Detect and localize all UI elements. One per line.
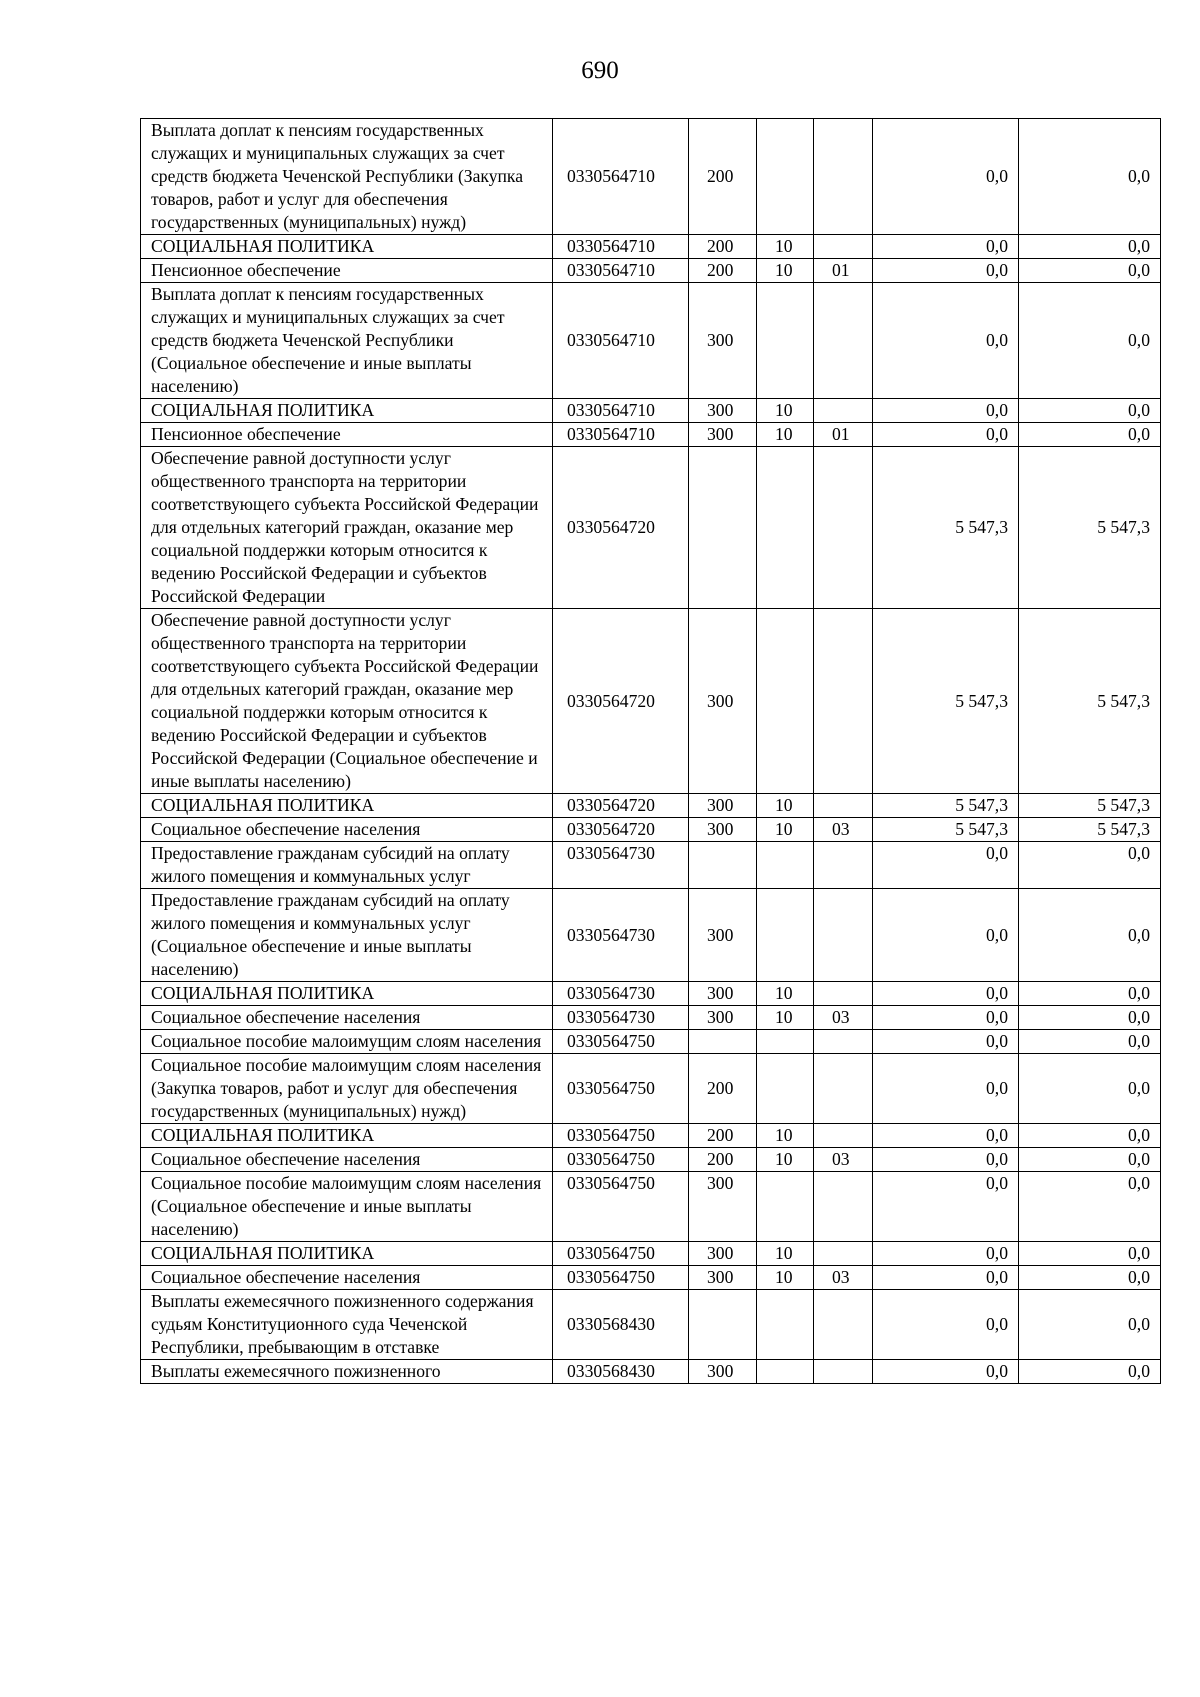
- table-row: [141, 399, 1161, 423]
- row-amount-2: 0,0: [1019, 842, 1161, 889]
- row-target-code: 0330564750: [553, 1242, 689, 1266]
- table-row: [141, 423, 1161, 447]
- row-amount-1: 5 547,3: [873, 447, 1019, 609]
- table-row: [141, 1172, 1161, 1242]
- row-section: [757, 119, 814, 235]
- row-name: СОЦИАЛЬНАЯ ПОЛИТИКА: [141, 1124, 553, 1148]
- budget-table: [140, 118, 1161, 1384]
- row-amount-2: 0,0: [1019, 259, 1161, 283]
- row-section: 10: [757, 423, 814, 447]
- row-amount-2: 0,0: [1019, 1006, 1161, 1030]
- row-name: Социальное обеспечение населения: [141, 1148, 553, 1172]
- row-amount-1: 0,0: [873, 1242, 1019, 1266]
- row-name: Предоставление гражданам субсидий на оплату жилого помещения и коммунальных услуг (Социальное обеспечение и иные выплаты населению): [141, 889, 553, 982]
- row-subsection: [814, 283, 873, 399]
- row-expense-type: 300: [689, 1006, 757, 1030]
- row-amount-1: 5 547,3: [873, 609, 1019, 794]
- row-target-code: 0330568430: [553, 1360, 689, 1384]
- row-target-code: 0330564750: [553, 1054, 689, 1124]
- row-amount-1: 0,0: [873, 259, 1019, 283]
- row-expense-type: 200: [689, 119, 757, 235]
- row-target-code: 0330564710: [553, 423, 689, 447]
- row-amount-2: 0,0: [1019, 423, 1161, 447]
- row-subsection: [814, 1124, 873, 1148]
- row-name: Социальное обеспечение населения: [141, 818, 553, 842]
- row-target-code: 0330564710: [553, 259, 689, 283]
- row-amount-2: 0,0: [1019, 119, 1161, 235]
- table-row: [141, 982, 1161, 1006]
- row-subsection: 03: [814, 1148, 873, 1172]
- row-section: [757, 889, 814, 982]
- row-expense-type: 300: [689, 982, 757, 1006]
- row-subsection: 03: [814, 818, 873, 842]
- row-section: 10: [757, 1124, 814, 1148]
- row-amount-1: 0,0: [873, 1148, 1019, 1172]
- row-subsection: [814, 1360, 873, 1384]
- row-expense-type: 300: [689, 889, 757, 982]
- row-expense-type: 300: [689, 1266, 757, 1290]
- row-subsection: [814, 119, 873, 235]
- row-section: 10: [757, 399, 814, 423]
- row-expense-type: 300: [689, 423, 757, 447]
- table-row: [141, 1290, 1161, 1360]
- row-expense-type: [689, 1290, 757, 1360]
- row-amount-2: 0,0: [1019, 1242, 1161, 1266]
- row-amount-1: 0,0: [873, 842, 1019, 889]
- table-row: [141, 259, 1161, 283]
- row-name: Пенсионное обеспечение: [141, 423, 553, 447]
- row-amount-1: 0,0: [873, 283, 1019, 399]
- table-row: [141, 119, 1161, 235]
- row-amount-2: 5 547,3: [1019, 447, 1161, 609]
- row-section: 10: [757, 982, 814, 1006]
- row-name: Социальное пособие малоимущим слоям населения (Социальное обеспечение и иные выплаты населению): [141, 1172, 553, 1242]
- row-section: 10: [757, 235, 814, 259]
- row-section: 10: [757, 1148, 814, 1172]
- row-subsection: [814, 889, 873, 982]
- row-section: 10: [757, 259, 814, 283]
- row-subsection: 01: [814, 423, 873, 447]
- row-subsection: 01: [814, 259, 873, 283]
- table-row: [141, 1054, 1161, 1124]
- page-number: 690: [581, 57, 619, 84]
- row-target-code: 0330564750: [553, 1148, 689, 1172]
- row-target-code: 0330564750: [553, 1172, 689, 1242]
- row-section: 10: [757, 1242, 814, 1266]
- row-section: [757, 1054, 814, 1124]
- row-section: [757, 1030, 814, 1054]
- row-section: [757, 1290, 814, 1360]
- table-row: [141, 1242, 1161, 1266]
- row-name: Выплаты ежемесячного пожизненного содержания судьям Конституционного суда Чеченской Республики, пребывающим в отставке: [141, 1290, 553, 1360]
- row-section: [757, 1360, 814, 1384]
- row-name: СОЦИАЛЬНАЯ ПОЛИТИКА: [141, 1242, 553, 1266]
- row-expense-type: 200: [689, 235, 757, 259]
- row-target-code: 0330564720: [553, 609, 689, 794]
- row-subsection: [814, 235, 873, 259]
- row-name: Социальное пособие малоимущим слоям населения: [141, 1030, 553, 1054]
- row-amount-1: 0,0: [873, 235, 1019, 259]
- table-row: [141, 1006, 1161, 1030]
- row-expense-type: 200: [689, 1124, 757, 1148]
- row-subsection: [814, 1172, 873, 1242]
- row-name: Социальное пособие малоимущим слоям населения (Закупка товаров, работ и услуг для обеспечения государственных (муниципальных) нужд): [141, 1054, 553, 1124]
- row-target-code: 0330564750: [553, 1124, 689, 1148]
- row-target-code: 0330564730: [553, 1006, 689, 1030]
- row-target-code: 0330564720: [553, 818, 689, 842]
- row-amount-2: 0,0: [1019, 1124, 1161, 1148]
- row-name: Социальное обеспечение населения: [141, 1006, 553, 1030]
- table-row: [141, 1124, 1161, 1148]
- row-target-code: 0330564730: [553, 889, 689, 982]
- row-expense-type: 200: [689, 259, 757, 283]
- row-amount-1: 0,0: [873, 119, 1019, 235]
- row-amount-1: 5 547,3: [873, 794, 1019, 818]
- row-name: Обеспечение равной доступности услуг общественного транспорта на территории соответствующего субъекта Российской Федерации для отдельных категорий граждан, оказание мер социальной поддержки которым относится к ведению Российской Федерации и субъектов Российской Федерации (Социальное обеспечение и иные выплаты населению): [141, 609, 553, 794]
- row-target-code: 0330564710: [553, 119, 689, 235]
- row-target-code: 0330564750: [553, 1266, 689, 1290]
- row-name: Обеспечение равной доступности услуг общественного транспорта на территории соответствующего субъекта Российской Федерации для отдельных категорий граждан, оказание мер социальной поддержки которым относится к ведению Российской Федерации и субъектов Российской Федерации: [141, 447, 553, 609]
- row-section: [757, 1172, 814, 1242]
- row-section: 10: [757, 1266, 814, 1290]
- table-row: [141, 1148, 1161, 1172]
- row-subsection: [814, 447, 873, 609]
- row-amount-2: 5 547,3: [1019, 794, 1161, 818]
- row-target-code: 0330564730: [553, 982, 689, 1006]
- row-subsection: [814, 1030, 873, 1054]
- row-amount-2: 0,0: [1019, 1172, 1161, 1242]
- table-row: [141, 889, 1161, 982]
- row-subsection: [814, 982, 873, 1006]
- row-subsection: [814, 842, 873, 889]
- row-subsection: [814, 1290, 873, 1360]
- row-subsection: [814, 609, 873, 794]
- row-expense-type: [689, 842, 757, 889]
- row-name: СОЦИАЛЬНАЯ ПОЛИТИКА: [141, 399, 553, 423]
- row-section: [757, 447, 814, 609]
- row-target-code: 0330568430: [553, 1290, 689, 1360]
- table-row: [141, 794, 1161, 818]
- row-target-code: 0330564710: [553, 235, 689, 259]
- row-subsection: [814, 1242, 873, 1266]
- row-name: Предоставление гражданам субсидий на оплату жилого помещения и коммунальных услуг: [141, 842, 553, 889]
- row-amount-1: 0,0: [873, 1030, 1019, 1054]
- row-amount-1: 0,0: [873, 1172, 1019, 1242]
- row-target-code: 0330564750: [553, 1030, 689, 1054]
- row-amount-2: 5 547,3: [1019, 609, 1161, 794]
- row-section: [757, 842, 814, 889]
- row-target-code: 0330564720: [553, 794, 689, 818]
- row-section: 10: [757, 1006, 814, 1030]
- row-expense-type: 300: [689, 794, 757, 818]
- row-expense-type: 300: [689, 1242, 757, 1266]
- row-name: Социальное обеспечение населения: [141, 1266, 553, 1290]
- row-name: СОЦИАЛЬНАЯ ПОЛИТИКА: [141, 982, 553, 1006]
- row-amount-2: 0,0: [1019, 1360, 1161, 1384]
- row-subsection: [814, 1054, 873, 1124]
- table-row: [141, 1360, 1161, 1384]
- row-amount-1: 0,0: [873, 889, 1019, 982]
- row-amount-2: 0,0: [1019, 1148, 1161, 1172]
- row-section: 10: [757, 818, 814, 842]
- row-section: [757, 283, 814, 399]
- table-row: [141, 818, 1161, 842]
- row-name: Пенсионное обеспечение: [141, 259, 553, 283]
- row-amount-1: 0,0: [873, 1290, 1019, 1360]
- row-amount-2: 5 547,3: [1019, 818, 1161, 842]
- row-amount-2: 0,0: [1019, 1054, 1161, 1124]
- row-amount-2: 0,0: [1019, 889, 1161, 982]
- row-expense-type: 300: [689, 818, 757, 842]
- row-amount-2: 0,0: [1019, 399, 1161, 423]
- row-target-code: 0330564710: [553, 283, 689, 399]
- row-target-code: 0330564730: [553, 842, 689, 889]
- row-amount-1: 0,0: [873, 1124, 1019, 1148]
- row-amount-2: 0,0: [1019, 982, 1161, 1006]
- table-row: [141, 235, 1161, 259]
- row-amount-1: 5 547,3: [873, 818, 1019, 842]
- row-expense-type: 300: [689, 1172, 757, 1242]
- table-row: [141, 842, 1161, 889]
- row-expense-type: 300: [689, 1360, 757, 1384]
- row-amount-1: 0,0: [873, 423, 1019, 447]
- row-amount-2: 0,0: [1019, 235, 1161, 259]
- row-amount-2: 0,0: [1019, 283, 1161, 399]
- row-amount-1: 0,0: [873, 1006, 1019, 1030]
- row-expense-type: 300: [689, 399, 757, 423]
- row-amount-1: 0,0: [873, 1360, 1019, 1384]
- row-amount-2: 0,0: [1019, 1290, 1161, 1360]
- row-target-code: 0330564710: [553, 399, 689, 423]
- row-section: 10: [757, 794, 814, 818]
- row-expense-type: 300: [689, 609, 757, 794]
- row-amount-2: 0,0: [1019, 1030, 1161, 1054]
- table-row: [141, 447, 1161, 609]
- row-expense-type: [689, 1030, 757, 1054]
- row-target-code: 0330564720: [553, 447, 689, 609]
- row-name: Выплата доплат к пенсиям государственных служащих и муниципальных служащих за счет средств бюджета Чеченской Республики (Социальное обеспечение и иные выплаты населению): [141, 283, 553, 399]
- row-name: Выплата доплат к пенсиям государственных служащих и муниципальных служащих за счет средств бюджета Чеченской Республики (Закупка товаров, работ и услуг для обеспечения государственных (муниципальных) нужд): [141, 119, 553, 235]
- table-body: [141, 119, 1161, 1384]
- table-row: [141, 609, 1161, 794]
- row-subsection: [814, 794, 873, 818]
- row-name: СОЦИАЛЬНАЯ ПОЛИТИКА: [141, 794, 553, 818]
- table-row: [141, 283, 1161, 399]
- row-amount-1: 0,0: [873, 982, 1019, 1006]
- row-subsection: [814, 399, 873, 423]
- row-subsection: 03: [814, 1006, 873, 1030]
- row-amount-2: 0,0: [1019, 1266, 1161, 1290]
- row-subsection: 03: [814, 1266, 873, 1290]
- table-row: [141, 1266, 1161, 1290]
- row-expense-type: 300: [689, 283, 757, 399]
- row-expense-type: 200: [689, 1148, 757, 1172]
- row-section: [757, 609, 814, 794]
- row-expense-type: [689, 447, 757, 609]
- row-amount-1: 0,0: [873, 1266, 1019, 1290]
- row-amount-1: 0,0: [873, 399, 1019, 423]
- row-expense-type: 200: [689, 1054, 757, 1124]
- row-amount-1: 0,0: [873, 1054, 1019, 1124]
- table-row: [141, 1030, 1161, 1054]
- row-name: СОЦИАЛЬНАЯ ПОЛИТИКА: [141, 235, 553, 259]
- row-name: Выплаты ежемесячного пожизненного: [141, 1360, 553, 1384]
